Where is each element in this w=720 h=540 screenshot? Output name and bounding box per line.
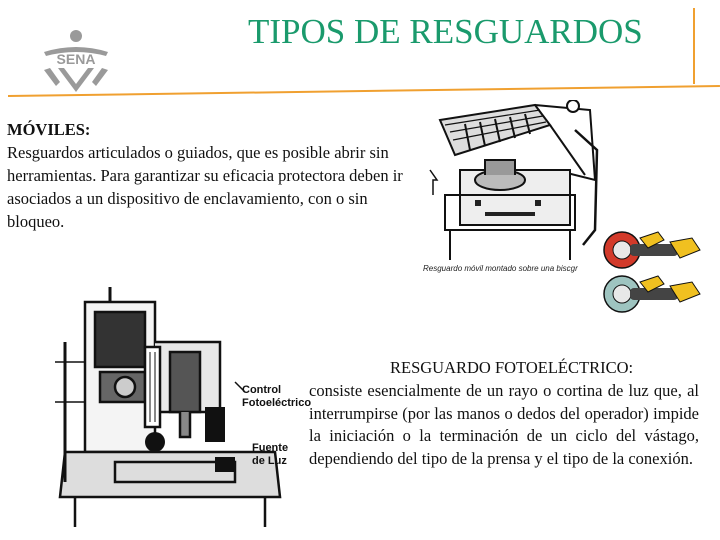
fuente-de-luz-label (252, 442, 288, 468)
control-label-line2: Fotoeléctrico (242, 397, 312, 409)
sena-logo (36, 28, 116, 94)
control-label-line1: Control (242, 384, 282, 396)
moviles-body: Resguardos articulados o guiados, que es posible abrir sin herramientas. Para garantizar su eficacia protectora deben ir asociados a un dispositivo de enclavamiento, con o sin bloqueo. (7, 143, 403, 231)
grinder-guard-illustration (600, 228, 708, 316)
logo-head-shape (70, 30, 82, 42)
logo-left-leg-shape (44, 68, 60, 86)
fuente-label-line1: Fuente (252, 442, 289, 454)
moviles-heading: MÓVILES: (7, 120, 91, 139)
header-divider-vertical (693, 8, 695, 84)
logo-text: SENA (56, 51, 96, 67)
grinder-bottom (604, 276, 700, 312)
control-fotoelectrico-label (242, 384, 311, 410)
fotoelectrico-body: consiste esencialmente de un rayo o cortina de luz que, al interrumpirse (por las manos o dedos del operador) impide la iniciación o la terminación de un ciclo del vástago, dependiendo del tipo de la prensa y el tipo de la conexión. (309, 381, 699, 468)
fotoelectrico-heading: RESGUARDO FOTOELÉCTRICO: (390, 358, 634, 377)
fuente-label-line2: de Luz (252, 455, 287, 467)
movable-guard-illustration (425, 100, 600, 265)
logo-right-leg-shape (92, 68, 108, 86)
grinder-top (604, 232, 700, 268)
moviles-section (7, 118, 417, 233)
logo-chevron-shape (58, 68, 94, 92)
slide-title: TIPOS DE RESGUARDOS (248, 12, 643, 51)
movable-guard-caption: Resguardo móvil montado sobre una biscgr (423, 264, 578, 273)
